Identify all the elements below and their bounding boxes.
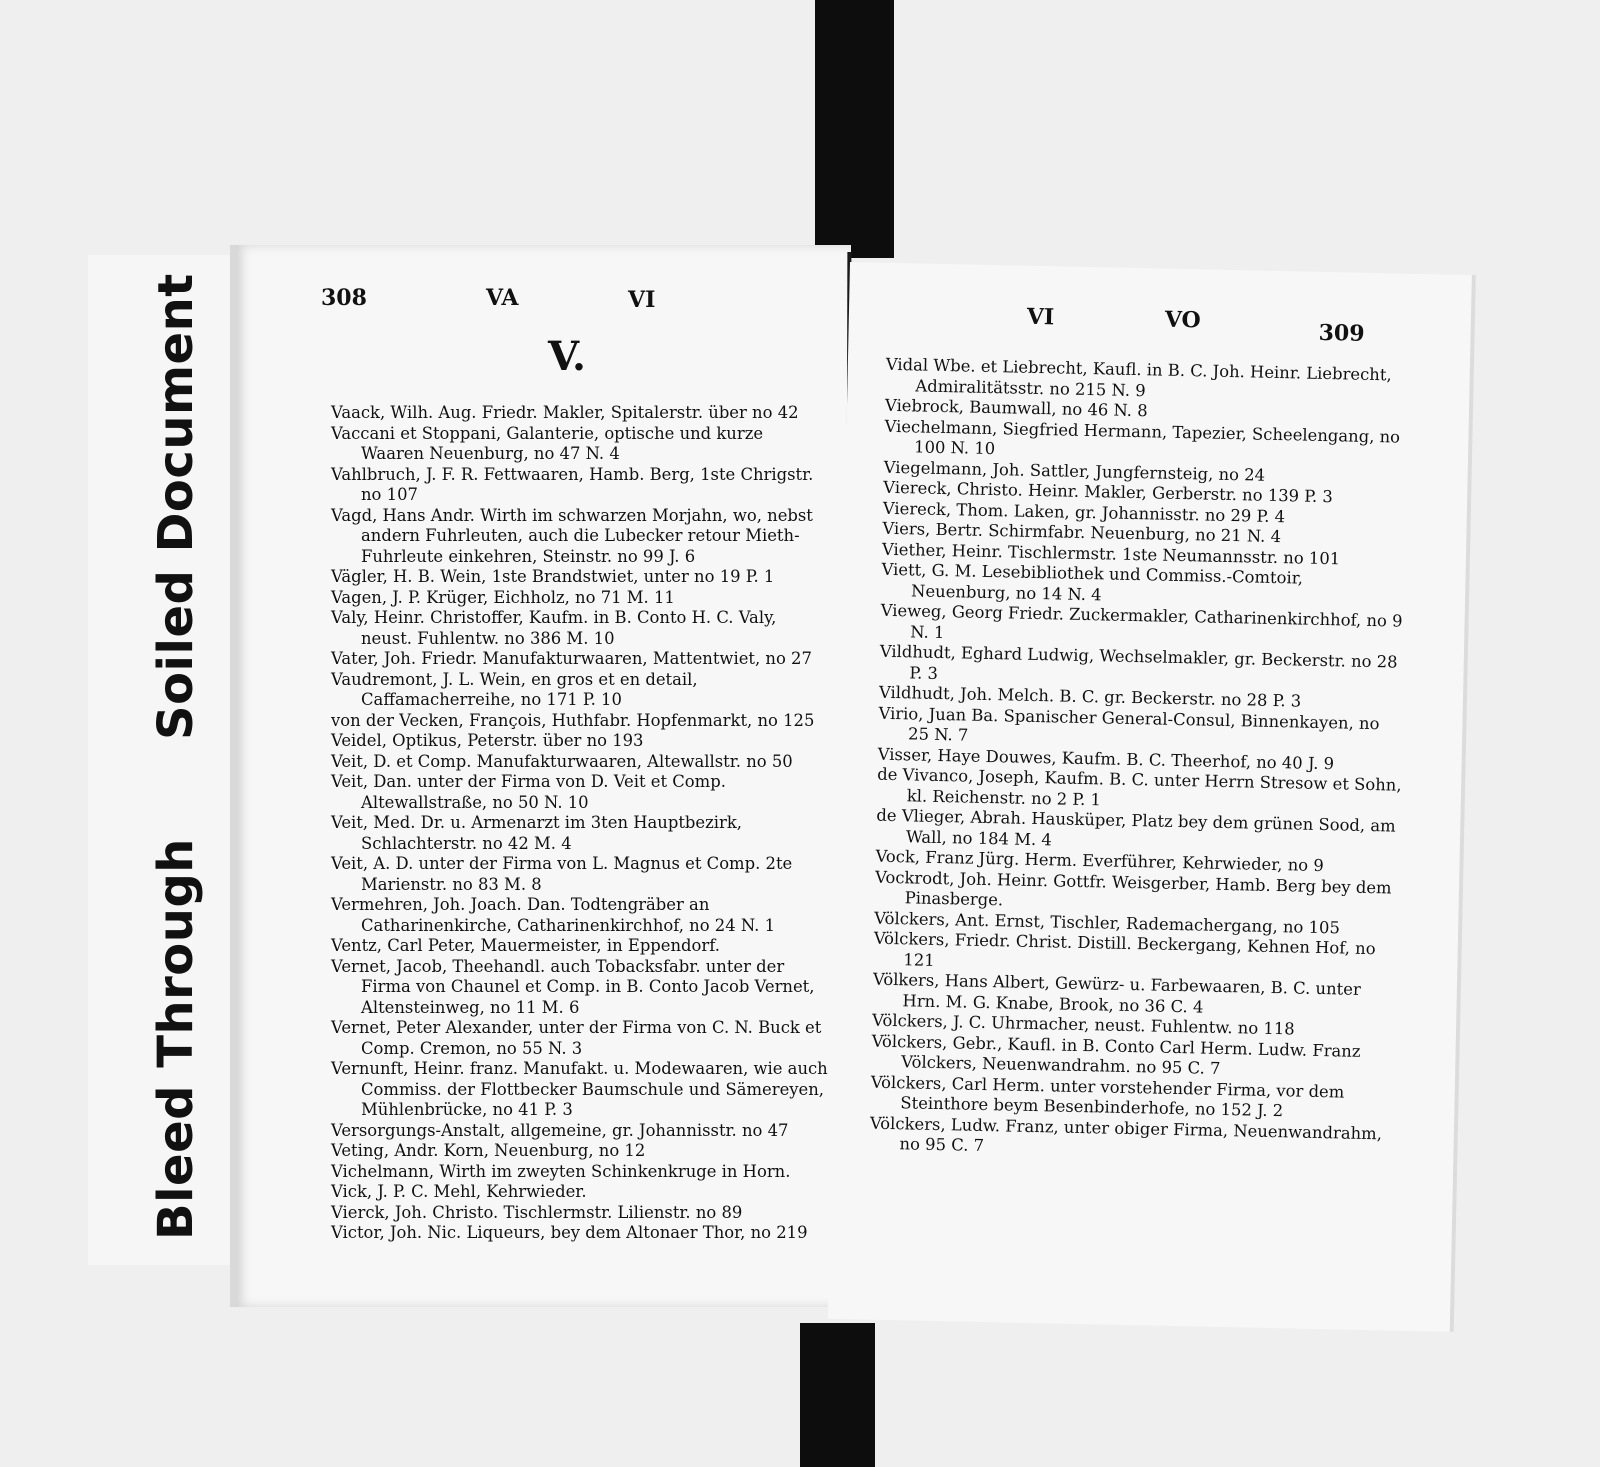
directory-entry: Veit, Dan. unter der Firma von D. Veit et Comp. Altewallstraße, no 50 N. 10 <box>331 772 726 812</box>
directory-entry: Veidel, Optikus, Peterstr. über no 193 <box>331 731 644 750</box>
directory-entry: Vildhudt, Eghard Ludwig, Wechselmakler, gr. Beckerstr. no 28 P. 3 <box>879 641 1398 683</box>
directory-entry: Vieweg, Georg Friedr. Zuckermakler, Catharinenkirchhof, no 9 N. 1 <box>880 600 1403 642</box>
right-page <box>828 262 1476 1332</box>
directory-entry: Vernunft, Heinr. franz. Manufakt. u. Modewaaren, wie auch Commiss. der Flottbecker Baumschule und Sämereyen, Mühlenbrücke, no 41 P. 3 <box>331 1059 828 1119</box>
directory-entry: Völckers, Ludw. Franz, unter obiger Firma, Neuenwandrahm, no 95 C. 7 <box>869 1113 1383 1155</box>
watermark-line-2: Soiled Document <box>148 273 204 740</box>
directory-entry: Vahlbruch, J. F. R. Fettwaaren, Hamb. Berg, 1ste Chrigstr. no 107 <box>331 464 814 504</box>
directory-entry: Veit, D. et Comp. Manufakturwaaren, Altewallstr. no 50 <box>331 751 793 771</box>
running-header-to: VO <box>1164 306 1201 334</box>
directory-entry: Viereck, Christo. Heinr. Makler, Gerberstr. no 139 P. 3 <box>883 477 1334 507</box>
directory-entry: Vater, Joh. Friedr. Manufakturwaaren, Mattentwiet, no 27 <box>331 649 812 668</box>
directory-entry: Versorgungs-Anstalt, allgemeine, gr. Johannisstr. no 47 <box>331 1120 789 1140</box>
directory-entry: Vockrodt, Joh. Heinr. Gottfr. Weisgerber, Hamb. Berg bey dem Pinasberge. <box>874 867 1392 910</box>
directory-entry: Vernet, Jacob, Theehandl. auch Tobacksfabr. unter der Firma von Chaunel et Comp. in B. Conto Jacob Vernet, Altensteinweg, no 11 M. 6 <box>331 956 815 1017</box>
directory-entry: Völckers, Carl Herm. unter vorstehender Firma, vor dem Steinthore beym Besenbinderhofe, no 152 J. 2 <box>870 1072 1345 1121</box>
directory-entry: Veit, A. D. unter der Firma von L. Magnus et Comp. 2te Marienstr. no 83 M. 8 <box>331 854 793 894</box>
directory-entry: Veit, Med. Dr. u. Armenarzt im 3ten Hauptbezirk, Schlachterstr. no 42 M. 4 <box>331 813 742 853</box>
directory-entry: Viether, Heinr. Tischlermstr. 1ste Neumannsstr. no 101 <box>881 539 1341 568</box>
directory-entry: Virio, Juan Ba. Spanischer General-Consul, Binnenkayen, no 25 N. 7 <box>878 703 1380 745</box>
directory-entry: de Vlieger, Abrah. Hausküper, Platz bey dem grünen Sood, am Wall, no 184 M. 4 <box>876 805 1396 849</box>
directory-entry: Vermehren, Joh. Joach. Dan. Todtengräber an Catharinenkirche, Catharinenkirchhof, no 24 N. 1 <box>331 895 776 935</box>
left-page <box>230 245 851 1307</box>
directory-entry: Vagd, Hans Andr. Wirth im schwarzen Morjahn, wo, nebst andern Fuhrleuten, auch die Lubecker retour Mieth-Fuhrleute einkehren, Steinstr. no 99 J. 6 <box>331 505 813 566</box>
running-header-to: VI <box>628 287 656 313</box>
directory-entry: Vagen, J. P. Krüger, Eichholz, no 71 M. 11 <box>331 587 675 607</box>
directory-entry: Veting, Andr. Korn, Neuenburg, no 12 <box>331 1141 646 1160</box>
directory-entry: Völckers, Friedr. Christ. Distill. Beckergang, Kehnen Hof, no 121 <box>873 928 1376 970</box>
directory-entry: Vichelmann, Wirth im zweyten Schinkenkruge in Horn. <box>331 1161 791 1181</box>
directory-entry: Valy, Heinr. Christoffer, Kaufm. in B. Conto H. C. Valy, neust. Fuhlentw. no 386 M. 10 <box>331 608 777 648</box>
directory-entry: Vidal Wbe. et Liebrecht, Kaufl. in B. C. Joh. Heinr. Liebrecht, Admiralitätsstr. no 215 N. 9 <box>885 354 1392 400</box>
scanner-clip-top <box>815 0 894 258</box>
section-letter: V. <box>548 333 586 380</box>
directory-entry: Vaudremont, J. L. Wein, en gros et en detail, Caffamacherreihe, no 171 P. 10 <box>331 669 698 709</box>
directory-entry: Vaack, Wilh. Aug. Friedr. Makler, Spitalerstr. über no 42 <box>331 403 799 422</box>
directory-list-left <box>331 403 831 1244</box>
running-header-from: VA <box>486 285 519 311</box>
directory-entry: Viers, Bertr. Schirmfabr. Neuenburg, no 21 N. 4 <box>882 518 1282 547</box>
directory-entry: Victor, Joh. Nic. Liqueurs, bey dem Altonaer Thor, no 219 <box>331 1223 808 1242</box>
directory-entry: Viegelmann, Joh. Sattler, Jungfernsteig, no 24 <box>883 457 1266 485</box>
directory-entry: Vernet, Peter Alexander, unter der Firma von C. N. Buck et Comp. Cremon, no 55 N. 3 <box>331 1018 822 1058</box>
directory-entry: Viebrock, Baumwall, no 46 N. 8 <box>884 395 1148 421</box>
directory-entry: Vaccani et Stoppani, Galanterie, optische und kurze Waaren Neuenburg, no 47 N. 4 <box>331 423 764 463</box>
directory-entry: Vildhudt, Joh. Melch. B. C. gr. Beckerstr. no 28 P. 3 <box>878 682 1302 711</box>
scanner-clip-bottom <box>800 1323 875 1467</box>
directory-entry: Viereck, Thom. Laken, gr. Johannisstr. no 29 P. 4 <box>882 498 1286 526</box>
watermark-line-1: Bleed Through <box>148 838 204 1240</box>
running-header-from: VI <box>1026 303 1055 331</box>
directory-entry: Viett, G. M. Lesebibliothek und Commiss.-Comtoir, Neuenburg, no 14 N. 4 <box>881 559 1304 604</box>
directory-list-right <box>869 355 1411 1165</box>
directory-entry: von der Vecken, François, Huthfabr. Hopfenmarkt, no 125 <box>331 710 815 730</box>
directory-entry: Ventz, Carl Peter, Mauermeister, in Eppendorf. <box>331 936 720 955</box>
directory-entry: Visser, Haye Douwes, Kaufm. B. C. Theerhof, no 40 J. 9 <box>877 744 1335 773</box>
directory-entry: Völckers, J. C. Uhrmacher, neust. Fuhlentw. no 118 <box>871 1010 1295 1039</box>
directory-entry: Vock, Franz Jürg. Herm. Everführer, Kehrwieder, no 9 <box>875 846 1324 876</box>
directory-entry: de Vivanco, Joseph, Kaufm. B. C. unter Herrn Stresow et Sohn, kl. Reichenstr. no 2 P. 1 <box>877 764 1402 809</box>
page-number-left: 308 <box>321 285 367 311</box>
page-number-right: 309 <box>1318 319 1365 347</box>
directory-entry: Völckers, Gebr., Kaufl. in B. Conto Carl Herm. Ludw. Franz Völckers, Neuenwandrahm. no 95 C. 7 <box>871 1031 1361 1078</box>
directory-entry: Vägler, H. B. Wein, 1ste Brandstwiet, unter no 19 P. 1 <box>331 567 775 586</box>
directory-entry: Viechelmann, Siegfried Hermann, Tapezier, Scheelengang, no 100 N. 10 <box>884 416 1401 459</box>
directory-entry: Vierck, Joh. Christo. Tischlermstr. Lilienstr. no 89 <box>331 1202 743 1222</box>
directory-entry: Vick, J. P. C. Mehl, Kehrwieder. <box>331 1182 587 1201</box>
directory-entry: Völckers, Ant. Ernst, Tischler, Rademachergang, no 105 <box>874 908 1341 937</box>
directory-entry: Völkers, Hans Albert, Gewürz- u. Farbewaaren, B. C. unter Hrn. M. G. Knabe, Brook, no 36 C. 4 <box>872 969 1361 1017</box>
watermark-label <box>148 273 204 1240</box>
